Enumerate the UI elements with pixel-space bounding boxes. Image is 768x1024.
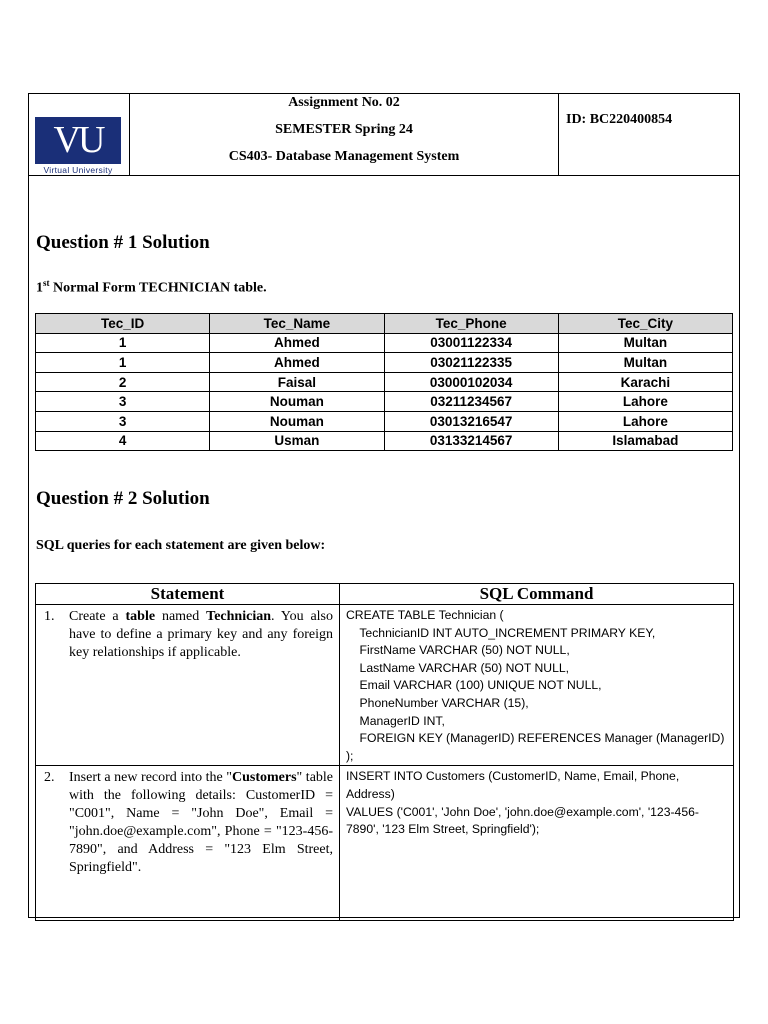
table-cell: Ahmed [210, 333, 384, 353]
title-cell [130, 93, 559, 175]
statement-number: 2. [44, 770, 55, 786]
table-cell: Usman [210, 431, 384, 451]
table-row [36, 605, 734, 766]
student-id: ID: BC220400854 [566, 112, 673, 127]
table-row [36, 766, 734, 921]
technician-table [35, 313, 733, 451]
sql-line: FirstName VARCHAR (50) NOT NULL, [346, 643, 570, 658]
logo-cell [28, 93, 130, 175]
sql-line: VALUES ('C001', 'John Doe', 'john.doe@example.com', '123-456-7890', '123 Elm Street, Springfield'); [346, 804, 699, 837]
sql-line: PhoneNumber VARCHAR (15), [346, 695, 529, 710]
table-cell: Lahore [558, 392, 732, 412]
table-cell: 4 [36, 431, 210, 451]
table-cell: Karachi [558, 372, 732, 392]
statement-column-header: Statement [36, 584, 340, 605]
assignment-title: Assignment No. 02 [288, 95, 400, 110]
table-cell: Nouman [210, 392, 384, 412]
table-cell: Multan [558, 333, 732, 353]
statement-cell [36, 605, 340, 766]
table-cell: 03013216547 [384, 411, 558, 431]
table-row [36, 411, 733, 431]
sql-line: LastName VARCHAR (50) NOT NULL, [346, 660, 570, 675]
table-row [36, 333, 733, 353]
table-cell: 03211234567 [384, 392, 558, 412]
statement-text: Create a table named Technician. You also have to define a primary key and any foreign key relationships if applicable. [69, 609, 333, 660]
table-cell: 03001122334 [384, 333, 558, 353]
table-cell: 1 [36, 353, 210, 373]
table-cell: Multan [558, 353, 732, 373]
table-row [36, 431, 733, 451]
table-cell: 2 [36, 372, 210, 392]
sql-line: ManagerID INT, [346, 713, 445, 728]
sql-line: INSERT INTO Customers (CustomerID, Name, Email, Phone, Address) [346, 769, 680, 801]
table-cell: 03133214567 [384, 431, 558, 451]
table-cell: Islamabad [558, 431, 732, 451]
table-cell: 03000102034 [384, 372, 558, 392]
sql-line: CREATE TABLE Technician ( [346, 608, 504, 622]
statement-cell [36, 766, 340, 921]
table-row [36, 353, 733, 373]
sql-command-cell [340, 605, 734, 766]
assignment-header [28, 93, 740, 176]
column-header: Tec_ID [36, 314, 210, 334]
sql-line: Email VARCHAR (100) UNIQUE NOT NULL, [346, 678, 602, 693]
question-1-subheading: 1st Normal Form TECHNICIAN table. [36, 278, 267, 296]
sql-line: ); [346, 748, 354, 763]
column-header: Tec_Name [210, 314, 384, 334]
table-cell: Faisal [210, 372, 384, 392]
question-2-subheading: SQL queries for each statement are given below: [36, 538, 326, 553]
table-cell: 3 [36, 392, 210, 412]
table-row [36, 392, 733, 412]
table-cell: 03021122335 [384, 353, 558, 373]
sql-command-cell [340, 766, 734, 921]
semester-label: SEMESTER Spring 24 [275, 122, 413, 137]
vu-logo-subtext: Virtual University [43, 165, 113, 175]
course-title: CS403- Database Management System [228, 149, 460, 164]
sql-table [35, 583, 734, 921]
table-cell: Nouman [210, 411, 384, 431]
vu-logo-text: VU [53, 119, 103, 161]
table-cell: Ahmed [210, 353, 384, 373]
statement-number: 1. [44, 609, 55, 624]
statement-text: Insert a new record into the "Customers" table with the following details: CustomerID = "C001", Name = "John Doe", Email = "john.doe@example.com", Phone = "123-456-7890", and Address = "123 Elm Street, Springfield". [69, 770, 334, 876]
sql-line: FOREIGN KEY (ManagerID) REFERENCES Manager (ManagerID) [346, 731, 725, 746]
table-cell: Lahore [558, 411, 732, 431]
question-2-heading: Question # 2 Solution [36, 488, 210, 509]
column-header: Tec_Phone [384, 314, 558, 334]
sql-column-header: SQL Command [340, 584, 734, 605]
table-row [36, 372, 733, 392]
table-cell: 1 [36, 333, 210, 353]
table-cell: 3 [36, 411, 210, 431]
table-header-row [36, 584, 734, 605]
sql-line: TechnicianID INT AUTO_INCREMENT PRIMARY KEY, [346, 625, 656, 640]
question-1-heading: Question # 1 Solution [36, 232, 210, 253]
column-header: Tec_City [558, 314, 732, 334]
table-header-row [36, 314, 733, 334]
